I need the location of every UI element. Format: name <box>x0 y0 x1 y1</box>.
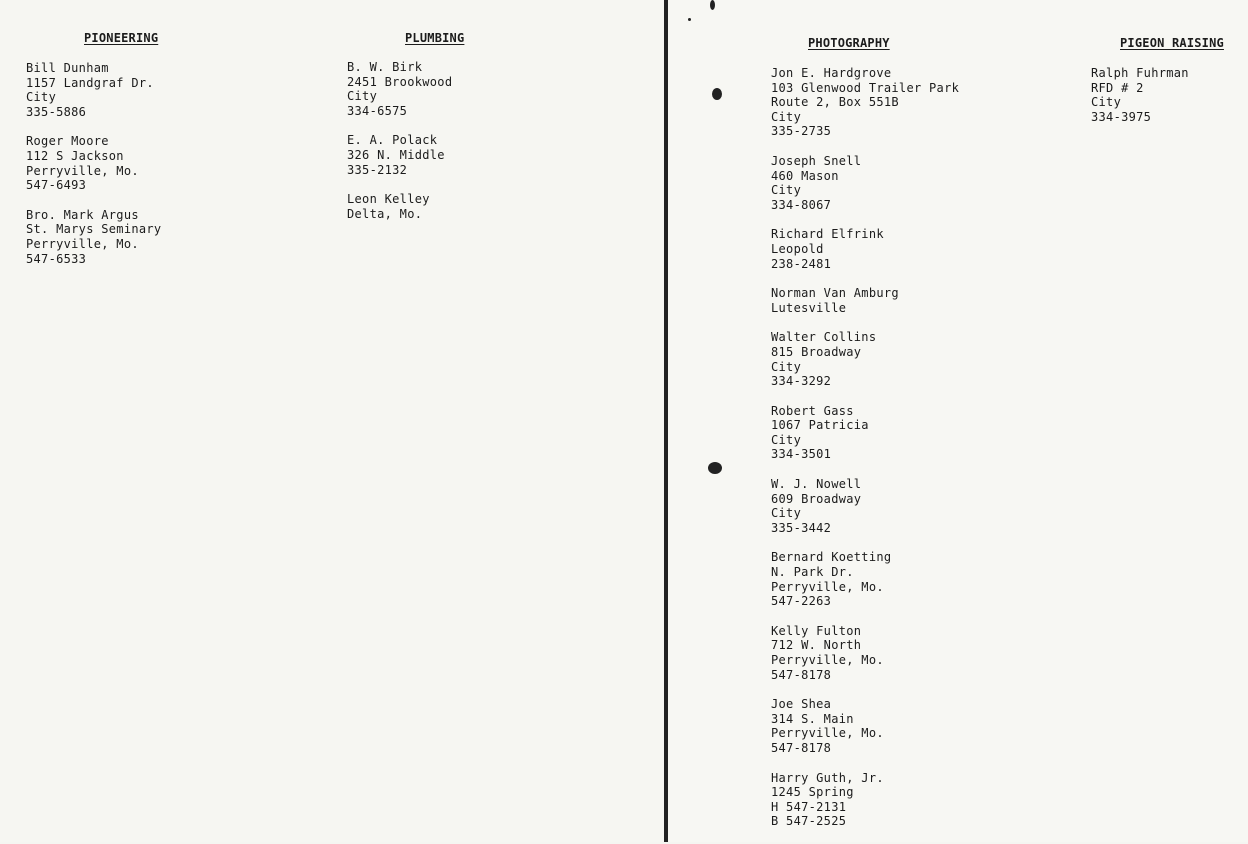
directory-entry <box>771 154 959 212</box>
entry-name: E. A. Polack <box>347 133 438 148</box>
entry-detail-line: 335-2735 <box>771 124 832 139</box>
entry-detail-line: 326 N. Middle <box>347 147 445 162</box>
ink-speck <box>710 0 715 10</box>
entry-detail-line: City <box>771 183 802 198</box>
entry-detail-line: Perryville, Mo. <box>771 726 884 741</box>
entry-detail-line: N. Park Dr. <box>771 565 854 580</box>
entry-detail-line: Perryville, Mo. <box>771 653 884 667</box>
directory-entry <box>771 66 959 139</box>
entry-detail-line: H 547-2131 <box>771 799 847 814</box>
entry-detail-line: 1157 Landgraf Dr. <box>26 75 154 90</box>
directory-entry <box>26 208 161 266</box>
directory-entry <box>347 133 452 177</box>
entry-detail-line: 815 Broadway <box>771 344 862 359</box>
entry-name: Norman Van Amburg <box>771 286 899 301</box>
directory-entry <box>347 192 452 221</box>
entry-name: Roger Moore <box>26 134 109 149</box>
entry-detail-line: 712 W. North <box>771 638 862 653</box>
entry-name: Kelly Fulton <box>771 623 862 638</box>
entry-detail-line: 1245 Spring <box>771 785 854 800</box>
entry-detail-line: Perryville, Mo. <box>26 236 139 251</box>
entry-detail-line: 460 Mason <box>771 168 839 183</box>
directory-entry <box>26 134 161 192</box>
entry-detail-line: 1067 Patricia <box>771 418 869 433</box>
entry-detail-line: 547-8178 <box>771 740 832 755</box>
directory-entry <box>347 60 452 118</box>
heading-plumbing: PLUMBING <box>405 31 465 45</box>
directory-entry <box>771 624 959 682</box>
directory-entry <box>771 771 959 829</box>
entry-name: Robert Gass <box>771 403 854 418</box>
entry-detail-line: 547-8178 <box>771 667 832 682</box>
entry-detail-line: 103 Glenwood Trailer Park <box>771 80 960 95</box>
entry-name: Walter Collins <box>771 330 877 345</box>
entry-name: Bernard Koetting <box>771 550 892 565</box>
entry-detail-line: 609 Broadway <box>771 491 862 506</box>
directory-entry <box>771 286 959 315</box>
entry-detail-line: Lutesville <box>771 300 847 315</box>
heading-pioneering: PIONEERING <box>84 31 159 45</box>
entry-detail-line: 334-3501 <box>771 447 832 462</box>
ink-speck <box>708 462 722 474</box>
directory-entry <box>26 61 161 119</box>
ink-speck <box>688 18 691 21</box>
directory-entry <box>771 227 959 271</box>
entry-detail-line: City <box>26 90 57 105</box>
entry-name: W. J. Nowell <box>771 477 862 492</box>
entry-name: Joseph Snell <box>771 153 862 168</box>
directory-entry <box>1091 66 1189 124</box>
directory-entry <box>771 697 959 755</box>
entry-detail-line: 112 S Jackson <box>26 148 124 163</box>
entry-name: Harry Guth, Jr. <box>771 770 884 785</box>
entry-detail-line: 334-3292 <box>771 374 832 389</box>
entry-detail-line: RFD # 2 <box>1091 80 1144 95</box>
entry-detail-line: 335-3442 <box>771 520 832 535</box>
entry-list-pigeon-raising <box>1091 66 1189 139</box>
entry-detail-line: 335-5886 <box>26 104 87 119</box>
entry-detail-line: 334-6575 <box>347 103 408 118</box>
entry-detail-line: 238-2481 <box>771 256 832 271</box>
entry-list-pioneering <box>26 61 161 281</box>
entry-detail-line: B 547-2525 <box>771 814 847 829</box>
entry-detail-line: 547-6533 <box>26 251 87 266</box>
entry-detail-line: City <box>771 359 802 374</box>
entry-detail-line: St. Marys Seminary <box>26 222 162 237</box>
entry-name: Bill Dunham <box>26 61 109 75</box>
entry-list-photography <box>771 66 959 844</box>
entry-name: Ralph Fuhrman <box>1091 66 1189 80</box>
heading-photography: PHOTOGRAPHY <box>808 36 890 50</box>
entry-detail-line: City <box>771 109 802 124</box>
entry-name: B. W. Birk <box>347 60 423 74</box>
directory-entry <box>771 477 959 535</box>
entry-detail-line: City <box>1091 95 1122 110</box>
entry-detail-line: 335-2132 <box>347 162 408 177</box>
entry-detail-line: Perryville, Mo. <box>26 163 139 178</box>
entry-detail-line: 334-3975 <box>1091 109 1152 124</box>
right-page <box>668 0 1248 842</box>
entry-name: Joe Shea <box>771 697 832 712</box>
entry-name: Bro. Mark Argus <box>26 207 139 222</box>
ink-speck <box>712 88 722 100</box>
heading-pigeon-raising: PIGEON RAISING <box>1120 36 1224 50</box>
directory-entry <box>771 330 959 388</box>
entry-detail-line: 314 S. Main <box>771 711 854 726</box>
entry-detail-line: Perryville, Mo. <box>771 579 884 594</box>
entry-name: Richard Elfrink <box>771 227 884 242</box>
entry-detail-line: City <box>347 89 378 104</box>
entry-detail-line: Leopold <box>771 241 824 256</box>
entry-detail-line: 334-8067 <box>771 197 832 212</box>
entry-detail-line: 2451 Brookwood <box>347 74 453 89</box>
entry-list-plumbing <box>347 60 452 236</box>
directory-entry <box>771 404 959 462</box>
entry-detail-line: City <box>771 506 802 521</box>
entry-name: Leon Kelley <box>347 192 430 207</box>
entry-detail-line: City <box>771 432 802 447</box>
entry-detail-line: 547-2263 <box>771 594 832 609</box>
entry-detail-line: Delta, Mo. <box>347 206 423 221</box>
entry-detail-line: Route 2, Box 551B <box>771 95 899 110</box>
directory-entry <box>771 550 959 608</box>
entry-detail-line: 547-6493 <box>26 178 87 193</box>
entry-name: Jon E. Hardgrove <box>771 66 892 80</box>
